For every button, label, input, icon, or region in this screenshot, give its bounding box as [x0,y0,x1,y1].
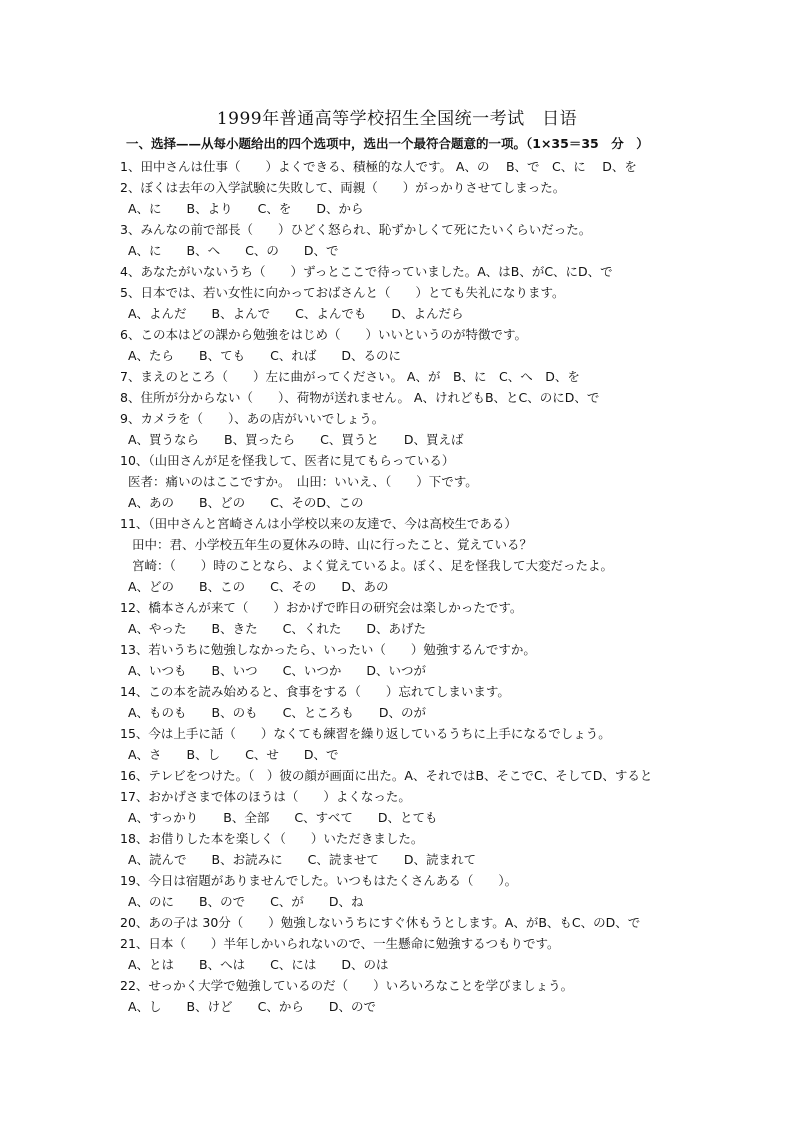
option-line: A、読んで B、お読みに C、読ませて D、読まれて [128,852,476,867]
option-line: A、に B、へ C、の D、で [128,243,339,258]
option-line: A、とは B、へは C、には D、のは [128,957,389,972]
option-line: A、ものも B、のも C、ところも D、のが [128,705,426,720]
question-list [120,156,700,1017]
question-line: 13、若いうちに勉強しなかったら、いったい（ ）勉強するんですか。 [120,642,536,657]
question-line: 11、（田中さんと宮崎さんは小学校以来の友達で、今は高校生である） [120,516,517,531]
option-line: A、に B、より C、を D、から [128,201,364,216]
question-line: 18、お借りした本を楽しく（ ）いただきました。 [120,831,424,846]
option-line: 田中：君、小学校五年生の夏休みの時、山に行ったこと、覚えている？ [132,537,533,552]
question-line: 6、この本はどの課から勉強をはじめ（ ）いいというのが特徴です。 [120,327,527,342]
question-line: 17、おかげさまで体のほうは（ ）よくなった。 [120,789,411,804]
option-line: A、よんだ B、よんで C、よんでも D、よんだら [128,306,464,321]
option-line: A、いつも B、いつ C、いつか D、いつが [128,663,426,678]
question-line: 4、あなたがいないうち（ ）ずっとここで待っていました。A、はB、がC、にD、で [120,264,613,279]
question-line: 3、みんなの前で部長（ ）ひどく怒られ、恥ずかしくて死にたいくらいだった。 [120,222,592,237]
section-heading: 一、选择——从每小题给出的四个选项中，选出一个最符合题意的一项。（1×35＝35 分 ） [126,136,649,151]
option-line: A、買うなら B、買ったら C、買うと D、買えば [128,432,464,447]
question-line: 1、田中さんは仕事（ ）よくできる、積極的な人です。 A、の B、で C、に D、を [120,159,637,174]
question-line: 15、今は上手に話（ ）なくても練習を繰り返しているうちに上手になるでしょう。 [120,726,611,741]
question-line: 7、まえのところ（ ）左に曲がってください。 A、が B、に C、へ D、を [120,369,580,384]
question-line: 8、住所が分からない（ ）、荷物が送れません。 A、けれどもB、とC、のにD、で [120,390,600,405]
question-line: 10、（山田さんが足を怪我して、医者に見てもらっている） [120,453,455,468]
question-line: 16、テレビをつけた。（ ）彼の顔が画面に出た。A、それではB、そこでC、そしてD、すると [120,768,653,783]
option-line: A、すっかり B、全部 C、すべて D、とても [128,810,438,825]
option-line: A、さ B、し C、せ D、で [128,747,339,762]
question-line: 14、この本を読み始めると、食事をする（ ）忘れてしまいます。 [120,684,510,699]
option-line: A、どの B、この C、その D、あの [128,579,389,594]
question-line: 5、日本では、若い女性に向かっておばさんと（ ）とても失礼になります。 [120,285,565,300]
option-line: A、のに B、ので C、が D、ね [128,894,364,909]
question-line: 12、橋本さんが来て（ ）おかげで昨日の研究会は楽しかったです。 [120,600,523,615]
question-line: 2、ぼくは去年の入学試験に失敗して、両親（ ）がっかりさせてしまった。 [120,180,566,195]
question-line: 22、せっかく大学で勉強しているのだ（ ）いろいろなことを学びましょう。 [120,978,574,993]
option-line: A、やった B、きた C、くれた D、あげた [128,621,426,636]
option-line: A、たら B、ても C、れば D、るのに [128,348,401,363]
page-title: 1999年普通高等学校招生全国统一考试 日语 [216,109,578,129]
option-line: A、し B、けど C、から D、ので [128,999,376,1014]
question-line: 19、今日は宿題がありませんでした。いつもはたくさんある（ ）。 [120,873,518,888]
question-line: 21、日本（ ）半年しかいられないので、一生懸命に勉強するつもりです。 [120,936,560,951]
option-line: 宮崎：（ ）時のことなら、よく覚えているよ。ぼく、足を怪我して大変だったよ。 [132,558,614,573]
option-line: 医者：痛いのはここですか。 山田：いいえ、（ ）下です。 [128,474,478,489]
question-line: 20、あの子は 30分（ ）勉強しないうちにすぐ休もうとします。A、がB、もC、のD、で [120,915,641,930]
question-line: 9、カメラを（ ）、あの店がいいでしょう。 [120,411,385,426]
option-line: A、あの B、どの C、そのD、この [128,495,364,510]
